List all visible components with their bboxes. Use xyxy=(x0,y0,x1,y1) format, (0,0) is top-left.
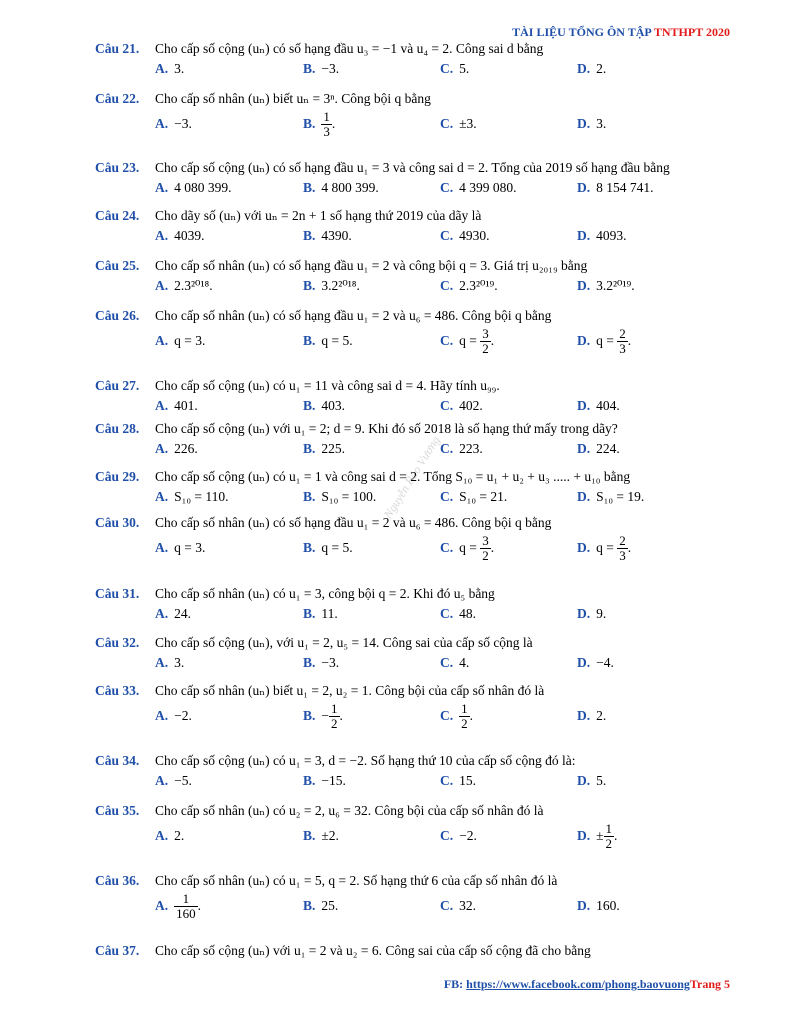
option-letter: C. xyxy=(440,441,454,456)
question-stem xyxy=(95,88,745,109)
option-value: 5. xyxy=(459,61,470,76)
option-a xyxy=(155,821,184,851)
option-letter: B. xyxy=(303,398,316,413)
question-number: Câu 30. xyxy=(95,515,140,530)
option-letter: A. xyxy=(155,606,169,621)
question-text: Cho cấp số cộng (uₙ) có số hạng đầu u₁ = 3 và công sai d = 2. Tổng của 2019 số hạng đầu bằng xyxy=(155,160,670,175)
answer-options xyxy=(95,604,745,624)
option-value: −3. xyxy=(321,61,340,76)
question-29 xyxy=(95,466,745,507)
option-letter: A. xyxy=(155,540,169,555)
option-value: −3. xyxy=(321,655,340,670)
option-b xyxy=(303,821,339,851)
option-value: 9. xyxy=(596,606,607,621)
option-a xyxy=(155,891,201,921)
question-22 xyxy=(95,88,745,139)
option-letter: B. xyxy=(303,773,316,788)
option-letter: C. xyxy=(440,489,454,504)
facebook-link[interactable]: https://www.facebook.com/phong.baovuong xyxy=(466,977,690,991)
option-value: q = $\frac{2}{3}$ . xyxy=(596,326,632,357)
option-value: 25. xyxy=(321,898,339,913)
option-d xyxy=(577,771,606,791)
question-27 xyxy=(95,375,745,416)
option-value: q = $\frac{2}{3}$ . xyxy=(596,533,632,564)
option-letter: C. xyxy=(440,828,454,843)
answer-options xyxy=(95,276,745,296)
answer-options xyxy=(95,109,745,139)
option-value: −2. xyxy=(459,828,477,843)
answer-options xyxy=(95,891,745,921)
option-d xyxy=(577,487,644,507)
option-letter: B. xyxy=(303,228,316,243)
option-value: 3. xyxy=(596,116,607,131)
option-b xyxy=(303,891,338,921)
question-stem xyxy=(95,680,745,701)
option-letter: B. xyxy=(303,489,316,504)
option-d xyxy=(577,439,620,459)
option-letter: A. xyxy=(155,898,169,913)
option-letter: C. xyxy=(440,398,454,413)
option-letter: C. xyxy=(440,898,454,913)
option-letter: A. xyxy=(155,773,169,788)
option-d xyxy=(577,396,620,416)
option-value: q = 3. xyxy=(174,540,206,555)
option-letter: A. xyxy=(155,441,169,456)
option-d xyxy=(577,891,620,921)
question-stem xyxy=(95,418,745,439)
answer-options xyxy=(95,701,745,731)
option-c xyxy=(440,276,498,296)
question-stem xyxy=(95,512,745,533)
option-value: 224. xyxy=(596,441,620,456)
answer-options xyxy=(95,533,745,563)
option-a xyxy=(155,439,198,459)
option-letter: D. xyxy=(577,180,591,195)
option-value: 3.2²⁰¹⁹. xyxy=(596,278,635,293)
option-c xyxy=(440,604,476,624)
option-value: −15. xyxy=(321,773,346,788)
option-b xyxy=(303,653,339,673)
option-value: 160. xyxy=(596,898,620,913)
option-d xyxy=(577,59,606,79)
option-letter: C. xyxy=(440,540,454,555)
option-letter: B. xyxy=(303,655,316,670)
option-b xyxy=(303,326,353,356)
question-number: Câu 36. xyxy=(95,873,140,888)
option-b xyxy=(303,276,360,296)
question-30 xyxy=(95,512,745,563)
option-value: q = 5. xyxy=(321,333,353,348)
question-stem xyxy=(95,205,745,226)
answer-options xyxy=(95,396,745,416)
option-letter: D. xyxy=(577,708,591,723)
page-number: Trang 5 xyxy=(689,977,730,991)
option-value: −2. xyxy=(174,708,192,723)
page-footer xyxy=(444,977,730,992)
question-number: Câu 24. xyxy=(95,208,140,223)
answer-options xyxy=(95,326,745,356)
question-23 xyxy=(95,157,745,198)
option-value: $\frac{1}{160}$ . xyxy=(176,891,201,922)
question-33 xyxy=(95,680,745,731)
option-value: ±2. xyxy=(321,828,339,843)
option-letter: C. xyxy=(440,708,454,723)
option-letter: D. xyxy=(577,828,591,843)
question-text: Cho cấp số cộng (uₙ) có u₁ = 3, d = −2. Số hạng thứ 10 của cấp số cộng đó là: xyxy=(155,753,576,768)
option-value: 15. xyxy=(459,773,476,788)
option-b xyxy=(303,178,379,198)
option-value: −3. xyxy=(174,116,192,131)
option-c xyxy=(440,701,473,731)
question-number: Câu 26. xyxy=(95,308,140,323)
option-letter: B. xyxy=(303,898,316,913)
answer-options xyxy=(95,226,745,246)
option-letter: A. xyxy=(155,61,169,76)
option-value: 226. xyxy=(174,441,198,456)
option-value: 4930. xyxy=(459,228,490,243)
question-text: Cho cấp số nhân (uₙ) có u₂ = 2, u₆ = 32. Công bội của cấp số nhân đó là xyxy=(155,803,544,818)
option-a xyxy=(155,276,213,296)
option-value: −5. xyxy=(174,773,192,788)
option-value: 24. xyxy=(174,606,191,621)
option-letter: B. xyxy=(303,828,316,843)
question-36 xyxy=(95,870,745,921)
option-a xyxy=(155,59,184,79)
question-25 xyxy=(95,255,745,296)
option-value: 8 154 741. xyxy=(596,180,654,195)
question-stem xyxy=(95,375,745,396)
option-value: 404. xyxy=(596,398,620,413)
option-letter: D. xyxy=(577,898,591,913)
question-number: Câu 22. xyxy=(95,91,140,106)
question-35 xyxy=(95,800,745,851)
option-value: 4 800 399. xyxy=(321,180,379,195)
option-b xyxy=(303,439,345,459)
option-letter: B. xyxy=(303,540,316,555)
question-number: Câu 31. xyxy=(95,586,140,601)
option-letter: B. xyxy=(303,278,316,293)
question-37 xyxy=(95,940,745,961)
question-text: Cho cấp số nhân (uₙ) biết u₁ = 2, u₂ = 1. Công bội của cấp số nhân đó là xyxy=(155,683,545,698)
option-letter: C. xyxy=(440,606,454,621)
option-a xyxy=(155,771,192,791)
option-value: − $\frac{1}{2}$ . xyxy=(321,701,343,732)
question-number: Câu 33. xyxy=(95,683,140,698)
option-letter: C. xyxy=(440,116,454,131)
option-letter: B. xyxy=(303,116,316,131)
question-stem xyxy=(95,632,745,653)
option-c xyxy=(440,439,483,459)
option-b xyxy=(303,487,376,507)
option-letter: A. xyxy=(155,228,169,243)
question-32 xyxy=(95,632,745,673)
option-value: 5. xyxy=(596,773,607,788)
question-text: Cho cấp số nhân (uₙ) biết uₙ = 3ⁿ. Công bội q bằng xyxy=(155,91,431,106)
answer-options xyxy=(95,59,745,79)
option-value: 11. xyxy=(321,606,338,621)
option-value: 32. xyxy=(459,898,476,913)
option-d xyxy=(577,178,654,198)
option-c xyxy=(440,533,494,563)
option-a xyxy=(155,226,205,246)
option-d xyxy=(577,226,627,246)
option-c xyxy=(440,109,477,139)
answer-options xyxy=(95,821,745,851)
option-d xyxy=(577,276,635,296)
question-text: Cho dãy số (uₙ) với uₙ = 2n + 1 số hạng thứ 2019 của dãy là xyxy=(155,208,482,223)
option-letter: C. xyxy=(440,278,454,293)
option-d xyxy=(577,109,606,139)
option-value: 2.3²⁰¹⁸. xyxy=(174,278,213,293)
option-letter: C. xyxy=(440,180,454,195)
option-value: 4 399 080. xyxy=(459,180,517,195)
option-c xyxy=(440,396,483,416)
option-d xyxy=(577,821,617,851)
option-value: $\frac{1}{2}$ . xyxy=(461,701,473,732)
question-stem xyxy=(95,305,745,326)
option-letter: D. xyxy=(577,540,591,555)
option-value: q = $\frac{3}{2}$ . xyxy=(459,533,495,564)
watermark: Nguyễn Bảo Vương xyxy=(380,433,443,521)
option-letter: B. xyxy=(303,333,316,348)
option-c xyxy=(440,59,469,79)
option-a xyxy=(155,533,205,563)
option-letter: C. xyxy=(440,655,454,670)
question-text: Cho cấp số cộng (uₙ) có số hạng đầu u₃ = −1 và u₄ = 2. Công sai d bằng xyxy=(155,41,544,56)
question-stem xyxy=(95,466,745,487)
option-b xyxy=(303,109,335,139)
option-letter: D. xyxy=(577,333,591,348)
option-letter: C. xyxy=(440,61,454,76)
option-c xyxy=(440,178,517,198)
option-d xyxy=(577,701,606,731)
option-value: 401. xyxy=(174,398,198,413)
option-c xyxy=(440,653,469,673)
option-letter: D. xyxy=(577,441,591,456)
option-letter: D. xyxy=(577,116,591,131)
question-text: Cho cấp số nhân (uₙ) có số hạng đầu u₁ = 2 và u₆ = 486. Công bội q bằng xyxy=(155,308,552,323)
option-letter: B. xyxy=(303,708,316,723)
option-d xyxy=(577,533,631,563)
option-a xyxy=(155,178,232,198)
question-stem xyxy=(95,800,745,821)
option-value: 4039. xyxy=(174,228,205,243)
option-value: 2. xyxy=(596,708,607,723)
option-letter: D. xyxy=(577,606,591,621)
option-c xyxy=(440,891,476,921)
question-24 xyxy=(95,205,745,246)
option-value: 4390. xyxy=(321,228,352,243)
option-a xyxy=(155,701,192,731)
option-b xyxy=(303,701,343,731)
option-d xyxy=(577,653,614,673)
option-letter: A. xyxy=(155,333,169,348)
option-letter: D. xyxy=(577,398,591,413)
option-d xyxy=(577,604,606,624)
question-stem xyxy=(95,583,745,604)
question-number: Câu 29. xyxy=(95,469,140,484)
option-c xyxy=(440,326,494,356)
option-letter: B. xyxy=(303,606,316,621)
option-letter: B. xyxy=(303,441,316,456)
option-value: 4093. xyxy=(596,228,627,243)
option-c xyxy=(440,771,476,791)
option-value: 3.2²⁰¹⁸. xyxy=(321,278,360,293)
option-value: 48. xyxy=(459,606,476,621)
option-value: −4. xyxy=(596,655,614,670)
option-b xyxy=(303,226,352,246)
option-value: ±3. xyxy=(459,116,477,131)
question-text: Cho cấp số cộng (uₙ) có u₁ = 1 và công sai d = 2. Tổng S₁₀ = u₁ + u₂ + u₃ ..... + u₁₀ bằng xyxy=(155,469,631,484)
option-value: 2.3²⁰¹⁹. xyxy=(459,278,498,293)
option-b xyxy=(303,604,338,624)
option-value: q = 3. xyxy=(174,333,206,348)
option-a xyxy=(155,396,198,416)
option-value: 4. xyxy=(459,655,470,670)
question-number: Câu 25. xyxy=(95,258,140,273)
option-letter: A. xyxy=(155,489,169,504)
question-28 xyxy=(95,418,745,459)
question-number: Câu 21. xyxy=(95,41,140,56)
question-number: Câu 23. xyxy=(95,160,140,175)
question-stem xyxy=(95,750,745,771)
option-letter: C. xyxy=(440,228,454,243)
question-stem xyxy=(95,255,745,276)
option-a xyxy=(155,487,229,507)
option-b xyxy=(303,533,353,563)
question-stem xyxy=(95,157,745,178)
option-a xyxy=(155,604,191,624)
header-title: TÀI LIỆU TỔNG ÔN TẬP xyxy=(512,25,652,39)
option-value: 225. xyxy=(321,441,346,456)
option-letter: B. xyxy=(303,180,316,195)
option-letter: D. xyxy=(577,489,591,504)
question-text: Cho cấp số cộng (uₙ) với u₁ = 2; d = 9. Khi đó số 2018 là số hạng thứ mấy trong dãy? xyxy=(155,421,618,436)
option-value: 2. xyxy=(596,61,607,76)
option-value: 3. xyxy=(174,655,185,670)
option-a xyxy=(155,326,205,356)
answer-options xyxy=(95,487,745,507)
option-value: 402. xyxy=(459,398,483,413)
option-value: S₁₀ = 100. xyxy=(321,489,377,504)
question-text: Cho cấp số cộng (uₙ) có u₁ = 11 và công sai d = 4. Hãy tính u₉₉. xyxy=(155,378,500,393)
question-26 xyxy=(95,305,745,356)
option-value: 2. xyxy=(174,828,185,843)
option-letter: A. xyxy=(155,116,169,131)
option-c xyxy=(440,487,507,507)
option-a xyxy=(155,109,192,139)
option-letter: B. xyxy=(303,61,316,76)
question-number: Câu 34. xyxy=(95,753,140,768)
question-number: Câu 35. xyxy=(95,803,140,818)
question-text: Cho cấp số nhân (uₙ) có số hạng đầu u₁ = 2 và công bội q = 3. Giá trị u₂₀₁₉ bằng xyxy=(155,258,588,273)
option-letter: C. xyxy=(440,333,454,348)
option-letter: A. xyxy=(155,708,169,723)
option-b xyxy=(303,396,345,416)
question-number: Câu 32. xyxy=(95,635,140,650)
question-stem xyxy=(95,940,745,961)
answer-options xyxy=(95,771,745,791)
question-text: Cho cấp số cộng (uₙ), với u₁ = 2, u₅ = 14. Công sai của cấp số cộng là xyxy=(155,635,533,650)
option-value: 223. xyxy=(459,441,483,456)
header-exam: TNTHPT 2020 xyxy=(653,25,730,39)
option-value: S₁₀ = 19. xyxy=(596,489,645,504)
option-letter: D. xyxy=(577,773,591,788)
option-letter: A. xyxy=(155,278,169,293)
option-b xyxy=(303,771,346,791)
option-letter: D. xyxy=(577,655,591,670)
option-value: S₁₀ = 110. xyxy=(174,489,229,504)
option-c xyxy=(440,821,477,851)
option-c xyxy=(440,226,490,246)
option-value: $\frac{1}{3}$ . xyxy=(323,109,336,140)
option-b xyxy=(303,59,339,79)
question-number: Câu 27. xyxy=(95,378,140,393)
question-text: Cho cấp số nhân (uₙ) có số hạng đầu u₁ = 2 và u₆ = 486. Công bội q bằng xyxy=(155,515,552,530)
question-21 xyxy=(95,38,745,79)
option-value: S₁₀ = 21. xyxy=(459,489,508,504)
question-31 xyxy=(95,583,745,624)
option-value: ± $\frac{1}{2}$ . xyxy=(596,821,618,852)
option-letter: A. xyxy=(155,828,169,843)
option-d xyxy=(577,326,631,356)
question-stem xyxy=(95,870,745,891)
option-value: 3. xyxy=(174,61,185,76)
question-number: Câu 28. xyxy=(95,421,140,436)
question-text: Cho cấp số cộng (uₙ) với u₁ = 2 và u₂ = 6. Công sai của cấp số cộng đã cho bằng xyxy=(155,943,591,958)
option-a xyxy=(155,653,184,673)
answer-options xyxy=(95,439,745,459)
option-letter: C. xyxy=(440,773,454,788)
option-letter: A. xyxy=(155,180,169,195)
question-number: Câu 37. xyxy=(95,943,140,958)
question-text: Cho cấp số nhân (uₙ) có u₁ = 5, q = 2. Số hạng thứ 6 của cấp số nhân đó là xyxy=(155,873,558,888)
option-letter: A. xyxy=(155,398,169,413)
answer-options xyxy=(95,178,745,198)
option-letter: D. xyxy=(577,278,591,293)
option-value: 4 080 399. xyxy=(174,180,232,195)
option-value: q = 5. xyxy=(321,540,353,555)
option-letter: D. xyxy=(577,228,591,243)
question-text: Cho cấp số nhân (uₙ) có u₁ = 3, công bội q = 2. Khi đó u₅ bằng xyxy=(155,586,495,601)
question-stem xyxy=(95,38,745,59)
option-value: q = $\frac{3}{2}$ . xyxy=(459,326,495,357)
option-value: 403. xyxy=(321,398,346,413)
question-34 xyxy=(95,750,745,791)
answer-options xyxy=(95,653,745,673)
option-letter: A. xyxy=(155,655,169,670)
option-letter: D. xyxy=(577,61,591,76)
footer-label: FB: xyxy=(443,977,464,991)
